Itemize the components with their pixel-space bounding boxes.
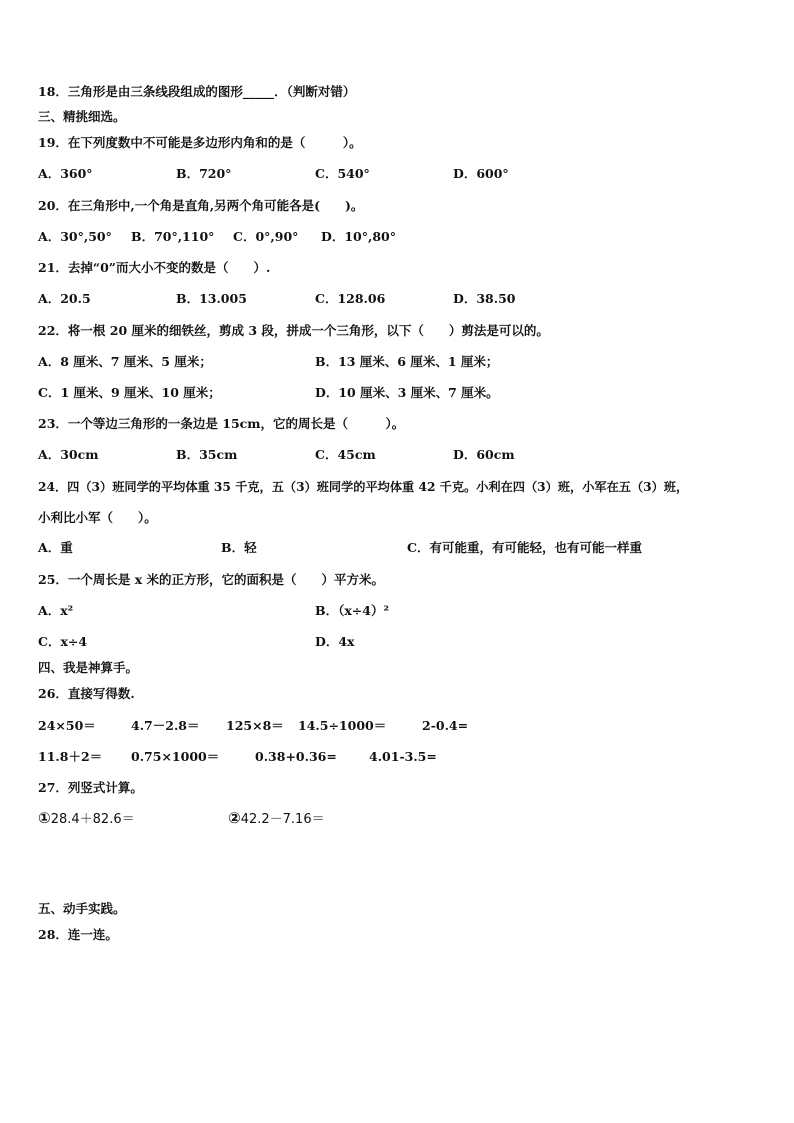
question-18: 18．三角形是由三条线段组成的图形_____．（判断对错） [38, 84, 356, 99]
question-24-line-1: 24．四（3）班同学的平均体重 35 千克，五（3）班同学的平均体重 42 千克。小利在四（3）班，小军在五（3）班， [38, 480, 689, 494]
section-5-title: 五、动手实践。 [38, 901, 126, 916]
vertical-calc-2 [228, 810, 325, 828]
q24-option-b: B．轻 [221, 540, 257, 555]
mental-math-5: 2-0.4= [422, 718, 469, 733]
q25-option-d: D．4x [315, 634, 355, 649]
mental-math-7: 0.75×1000＝ [131, 749, 220, 764]
mental-math-3: 125×8＝ [226, 718, 284, 733]
q19-option-a: A．360° [38, 166, 93, 181]
question-23: 23．一个等边三角形的一条边是 15cm，它的周长是（ ）。 [38, 416, 405, 431]
mental-math-8: 0.38+0.36= [255, 749, 337, 764]
q23-option-c: C．45cm [315, 447, 376, 462]
mental-math-4: 14.5÷1000＝ [298, 718, 387, 733]
mental-math-2: 4.7－2.8＝ [131, 718, 200, 733]
q24-option-a: A．重 [38, 540, 73, 555]
q20-option-a: A．30°,50° [38, 229, 112, 244]
q25-option-c: C．x÷4 [38, 634, 88, 649]
question-20: 20．在三角形中,一个角是直角,另两个角可能各是( )。 [38, 198, 364, 213]
question-28: 28．连一连。 [38, 927, 118, 942]
q19-option-b: B．720° [176, 166, 232, 181]
q21-option-b: B．13.005 [176, 291, 247, 306]
circled-number-2: ② [228, 809, 241, 827]
section-4-title: 四、我是神算手。 [38, 660, 139, 675]
q20-option-b: B．70°,110° [131, 229, 215, 244]
question-25: 25．一个周长是 x 米的正方形，它的面积是（ ）平方米。 [38, 572, 385, 587]
vertical-calc-2-expression: 42.2－7.16＝ [240, 812, 325, 827]
question-24-line-2: 小利比小军（ ）。 [38, 510, 157, 525]
q22-option-b: B．13 厘米、6 厘米、1 厘米； [315, 354, 499, 369]
q22-option-a: A．8 厘米、7 厘米、5 厘米； [38, 354, 212, 369]
vertical-calc-1 [38, 810, 135, 828]
question-19: 19．在下列度数中不可能是多边形内角和的是（ ）。 [38, 135, 362, 150]
q21-option-d: D．38.50 [453, 291, 516, 306]
question-26: 26．直接写得数. [38, 686, 135, 701]
mental-math-1: 24×50＝ [38, 718, 96, 733]
q25-option-a: A．x² [38, 603, 74, 618]
vertical-calc-1-expression: 28.4＋82.6＝ [50, 812, 135, 827]
q22-option-c: C．1 厘米、9 厘米、10 厘米； [38, 385, 221, 400]
mental-math-9: 4.01-3.5= [369, 749, 437, 764]
q22-option-d: D．10 厘米、3 厘米、7 厘米。 [315, 385, 499, 400]
q19-option-c: C．540° [315, 166, 370, 181]
q23-option-a: A．30cm [38, 447, 99, 462]
question-27: 27．列竖式计算。 [38, 780, 143, 795]
question-22: 22．将一根 20 厘米的细铁丝，剪成 3 段，拼成一个三角形，以下（ ）剪法是可以的。 [38, 323, 549, 338]
section-3-title: 三、精挑细选。 [38, 109, 126, 124]
q23-option-d: D．60cm [453, 447, 515, 462]
circled-number-1: ① [38, 809, 51, 827]
q24-option-c: C．有可能重，有可能轻，也有可能一样重 [407, 540, 642, 555]
q21-option-a: A．20.5 [38, 291, 91, 306]
q21-option-c: C．128.06 [315, 291, 386, 306]
q25-option-b: B．（x÷4）² [315, 603, 389, 618]
question-21: 21．去掉“0”而大小不变的数是（ ）. [38, 260, 271, 275]
q20-option-c: C．0°,90° [233, 229, 299, 244]
q19-option-d: D．600° [453, 166, 509, 181]
q23-option-b: B．35cm [176, 447, 238, 462]
mental-math-6: 11.8＋2＝ [38, 749, 103, 764]
q20-option-d: D．10°,80° [321, 229, 396, 244]
